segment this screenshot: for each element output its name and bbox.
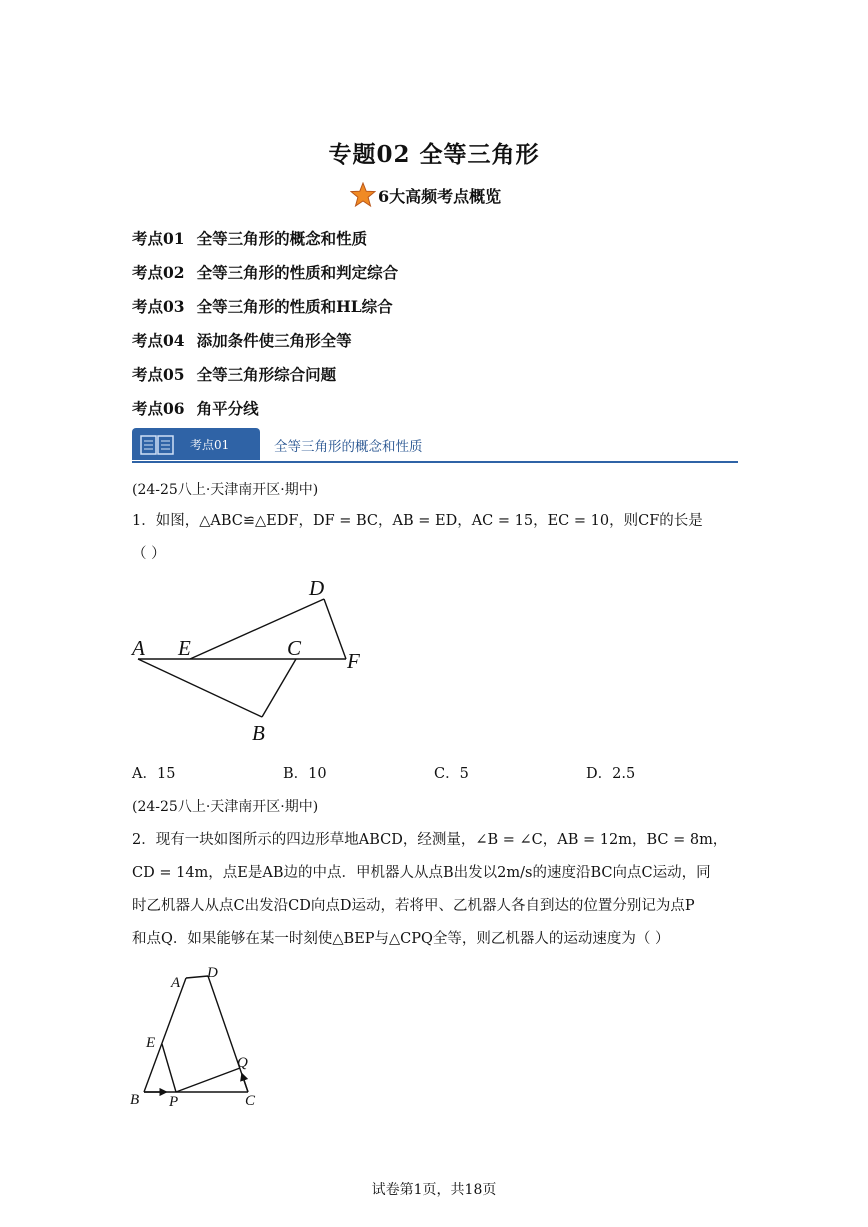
q1-source: (24-25八上·天津南开区·期中) bbox=[132, 482, 319, 498]
section-tab-label: 考点01 bbox=[190, 438, 230, 452]
q2-label-p: P bbox=[169, 1094, 179, 1110]
q2-line: CD = 14m，点E是AB边的中点．甲机器人从点B出发以2m/s的速度沿BC向点C运动，同 bbox=[132, 865, 711, 881]
q2-line: 和点Q．如果能够在某一时刻使△BEP与△CPQ全等，则乙机器人的运动速度为（ ） bbox=[132, 931, 670, 947]
q2-source: (24-25八上·天津南开区·期中) bbox=[132, 799, 319, 815]
q1-label-d: D bbox=[309, 576, 325, 600]
q2-label-b: B bbox=[130, 1092, 140, 1108]
page-title: 专题02 全等三角形 bbox=[328, 141, 540, 168]
q2-line: 2．现有一块如图所示的四边形草地ABCD，经测量，∠B = ∠C，AB = 12m，BC = 8m， bbox=[132, 832, 728, 848]
q2-label-a: A bbox=[171, 975, 181, 991]
overview-heading bbox=[350, 182, 501, 208]
q1-label-f: F bbox=[347, 649, 360, 673]
topic-item[interactable]: 考点02 全等三角形的性质和判定综合 bbox=[132, 263, 399, 282]
topic-item[interactable]: 考点03 全等三角形的性质和HL综合 bbox=[132, 297, 393, 316]
q2-line: 时乙机器人从点C出发沿CD向点D运动，若将甲、乙机器人各自到达的位置分别记为点P bbox=[132, 898, 695, 914]
q1-label-b: B bbox=[252, 721, 265, 745]
q2-stem bbox=[132, 824, 742, 956]
q1-line: 1．如图，△ABC≌△EDF，DF = BC，AB = ED，AC = 15，EC = 10，则CF的长是 bbox=[132, 513, 703, 529]
q1-option-a[interactable]: A．15 bbox=[132, 766, 176, 782]
q1-option-c[interactable]: C．5 bbox=[434, 766, 469, 782]
topic-item[interactable]: 考点06 角平分线 bbox=[132, 399, 259, 418]
topic-item[interactable]: 考点05 全等三角形综合问题 bbox=[132, 365, 337, 384]
overview-heading-text: 6大高频考点概览 bbox=[378, 186, 502, 206]
q2-label-q: Q bbox=[237, 1055, 248, 1071]
q1-label-a: A bbox=[132, 636, 145, 660]
section-title: 全等三角形的概念和性质 bbox=[274, 439, 423, 455]
page-footer: 试卷第1页，共18页 bbox=[371, 1182, 497, 1198]
q2-figure bbox=[126, 962, 276, 1110]
q1-line: （ ） bbox=[132, 546, 166, 562]
q2-label-c: C bbox=[245, 1093, 256, 1109]
q1-option-d[interactable]: D．2.5 bbox=[586, 766, 636, 782]
q1-option-b[interactable]: B．10 bbox=[283, 766, 327, 782]
book-icon bbox=[140, 435, 174, 455]
q2-label-d: D bbox=[207, 965, 218, 981]
star-icon bbox=[350, 182, 376, 208]
q1-label-c: C bbox=[287, 636, 302, 660]
section-tab bbox=[132, 428, 260, 460]
section-divider bbox=[132, 461, 738, 463]
topic-item[interactable]: 考点01 全等三角形的概念和性质 bbox=[132, 229, 368, 248]
q2-label-e: E bbox=[146, 1035, 156, 1051]
section-banner bbox=[132, 428, 738, 464]
topic-item[interactable]: 考点04 添加条件使三角形全等 bbox=[132, 331, 352, 350]
q1-figure bbox=[128, 575, 378, 750]
q1-stem bbox=[132, 505, 742, 571]
q1-label-e: E bbox=[178, 636, 191, 660]
